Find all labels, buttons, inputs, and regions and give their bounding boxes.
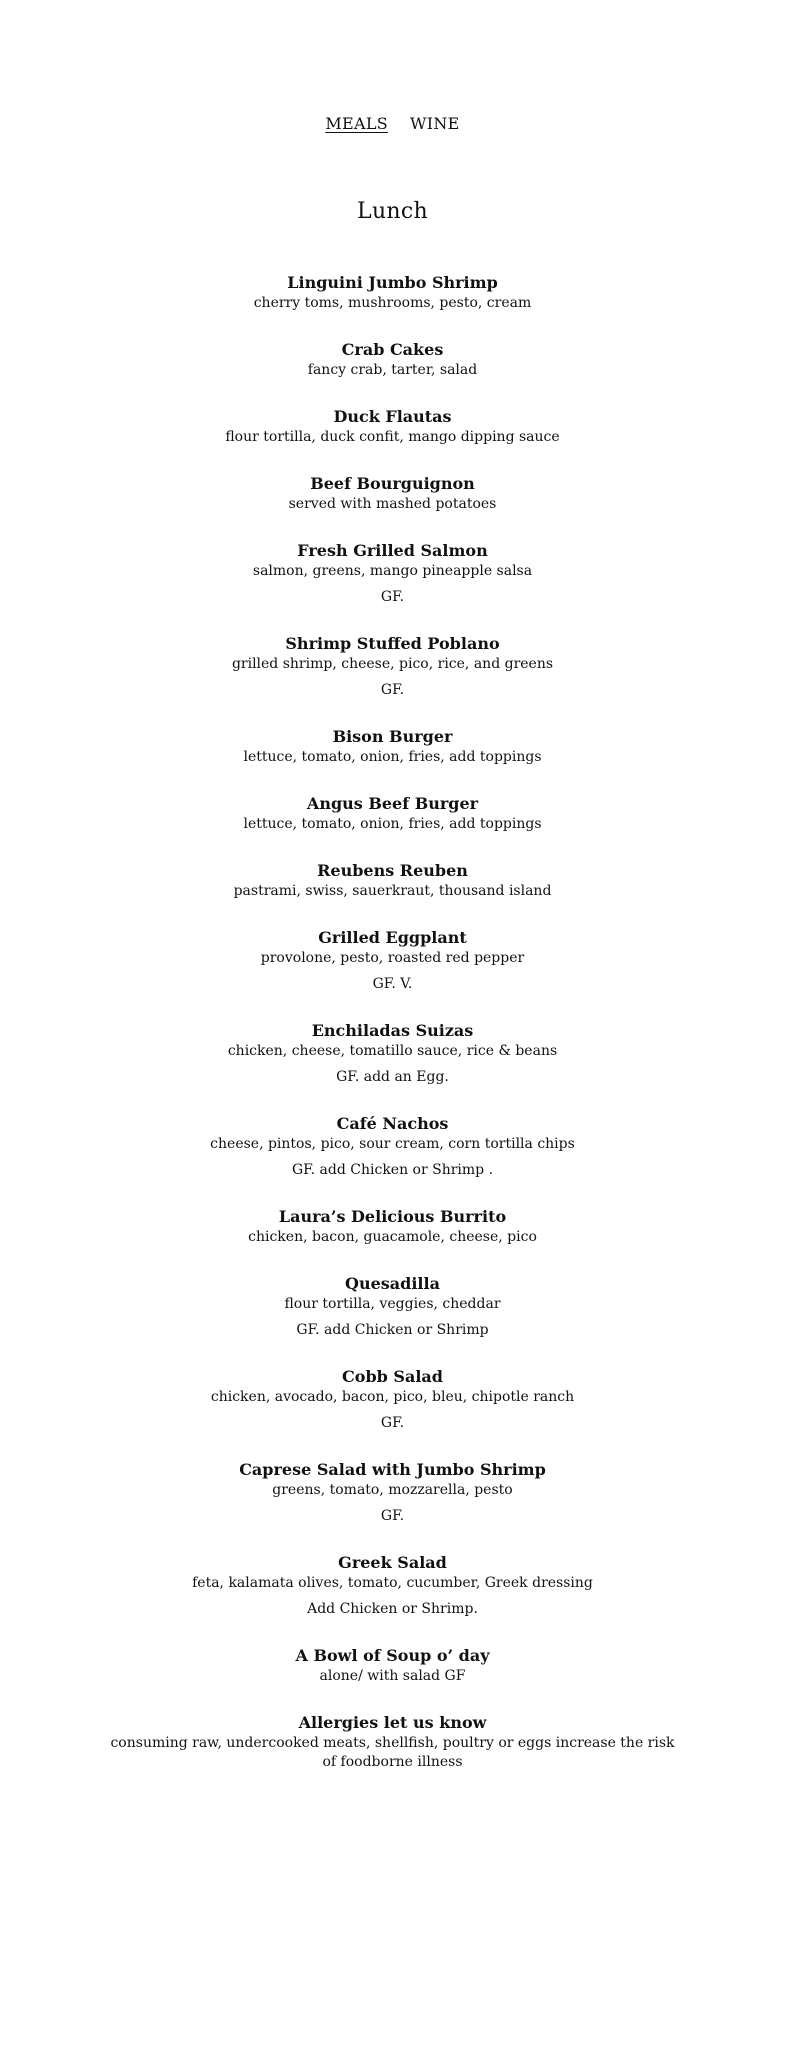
- menu-item-name: Linguini Jumbo Shrimp: [287, 273, 498, 292]
- menu-item-name: Fresh Grilled Salmon: [297, 541, 488, 560]
- menu-item-description: fancy crab, tarter, salad: [307, 362, 478, 378]
- menu-item-description: chicken, cheese, tomatillo sauce, rice & beans: [227, 1043, 558, 1059]
- menu-item-name: Grilled Eggplant: [318, 928, 467, 947]
- menu-item-description: chicken, avocado, bacon, pico, bleu, chipotle ranch: [210, 1389, 575, 1405]
- menu-nav: [0, 0, 785, 133]
- menu-item-description: salmon, greens, mango pineapple salsa: [252, 563, 533, 579]
- menu-item-note: Add Chicken or Shrimp.: [307, 1601, 478, 1617]
- nav-link-wine[interactable]: WINE: [410, 114, 460, 133]
- menu-item: [0, 1552, 785, 1619]
- menu-item-description: lettuce, tomato, onion, fries, add toppings: [243, 749, 542, 765]
- menu-item: [0, 927, 785, 994]
- menu-item-description: cherry toms, mushrooms, pesto, cream: [253, 295, 532, 311]
- menu-item: [0, 726, 785, 767]
- menu-item-note: GF.: [380, 1415, 405, 1431]
- menu-item: [0, 793, 785, 834]
- menu-item-note: GF.: [380, 589, 405, 605]
- menu-item-description: consuming raw, undercooked meats, shellfish, poultry or eggs increase the risk of foodborne illness: [110, 1735, 675, 1770]
- menu-item: [0, 1273, 785, 1340]
- menu-item-description: provolone, pesto, roasted red pepper: [260, 950, 525, 966]
- menu-item-description: flour tortilla, veggies, cheddar: [284, 1296, 501, 1312]
- menu-item-note: GF. add Chicken or Shrimp: [296, 1322, 489, 1338]
- menu-item-name: Duck Flautas: [333, 407, 452, 426]
- menu-list: [0, 272, 785, 1772]
- menu-item-name: Laura’s Delicious Burrito: [278, 1207, 507, 1226]
- menu-item-description: alone/ with salad GF: [319, 1668, 466, 1684]
- menu-item-note: GF.: [380, 682, 405, 698]
- menu-item: [0, 1113, 785, 1180]
- menu-item-note: GF. add Chicken or Shrimp .: [291, 1162, 494, 1178]
- menu-item-description: pastrami, swiss, sauerkraut, thousand island: [233, 883, 552, 899]
- menu-item-description: feta, kalamata olives, tomato, cucumber, Greek dressing: [192, 1575, 593, 1591]
- menu-item-name: Quesadilla: [345, 1274, 440, 1293]
- menu-item-description: served with mashed potatoes: [288, 496, 497, 512]
- menu-item-note: GF. add an Egg.: [336, 1069, 449, 1085]
- menu-item-name: Beef Bourguignon: [310, 474, 475, 493]
- menu-item: [0, 1020, 785, 1087]
- menu-item: [0, 1366, 785, 1433]
- menu-item: [0, 860, 785, 901]
- menu-item-note: GF. V.: [372, 976, 413, 992]
- menu-item-name: Bison Burger: [332, 727, 453, 746]
- menu-item-name: Shrimp Stuffed Poblano: [285, 634, 500, 653]
- menu-item-name: Caprese Salad with Jumbo Shrimp: [239, 1460, 546, 1479]
- menu-item-name: A Bowl of Soup o’ day: [295, 1646, 490, 1665]
- menu-item: [0, 1645, 785, 1686]
- menu-item-description: chicken, bacon, guacamole, cheese, pico: [248, 1229, 537, 1245]
- menu-item-description: cheese, pintos, pico, sour cream, corn tortilla chips: [210, 1136, 575, 1152]
- menu-item: [0, 1206, 785, 1247]
- menu-item-name: Reubens Reuben: [317, 861, 468, 880]
- menu-item-name: Allergies let us know: [298, 1713, 487, 1732]
- menu-item: [0, 272, 785, 313]
- menu-item: [0, 339, 785, 380]
- menu-item: [0, 406, 785, 447]
- section-title: Lunch: [357, 199, 428, 224]
- menu-item-name: Crab Cakes: [341, 340, 444, 359]
- menu-item-name: Cobb Salad: [342, 1367, 443, 1386]
- menu-item: [0, 1712, 785, 1772]
- menu-item-note: GF.: [380, 1508, 405, 1524]
- menu-item: [0, 1459, 785, 1526]
- menu-item-description: flour tortilla, duck confit, mango dipping sauce: [225, 429, 560, 445]
- menu-item-name: Café Nachos: [336, 1114, 449, 1133]
- menu-item-description: lettuce, tomato, onion, fries, add toppings: [243, 816, 542, 832]
- menu-item-name: Enchiladas Suizas: [311, 1021, 474, 1040]
- menu-item: [0, 473, 785, 514]
- menu-item-description: grilled shrimp, cheese, pico, rice, and greens: [231, 656, 554, 672]
- menu-item-name: Angus Beef Burger: [306, 794, 479, 813]
- nav-link-meals[interactable]: MEALS: [325, 114, 389, 133]
- menu-item-name: Greek Salad: [338, 1553, 447, 1572]
- menu-item: [0, 633, 785, 700]
- menu-item-description: greens, tomato, mozzarella, pesto: [272, 1482, 513, 1498]
- menu-item: [0, 540, 785, 607]
